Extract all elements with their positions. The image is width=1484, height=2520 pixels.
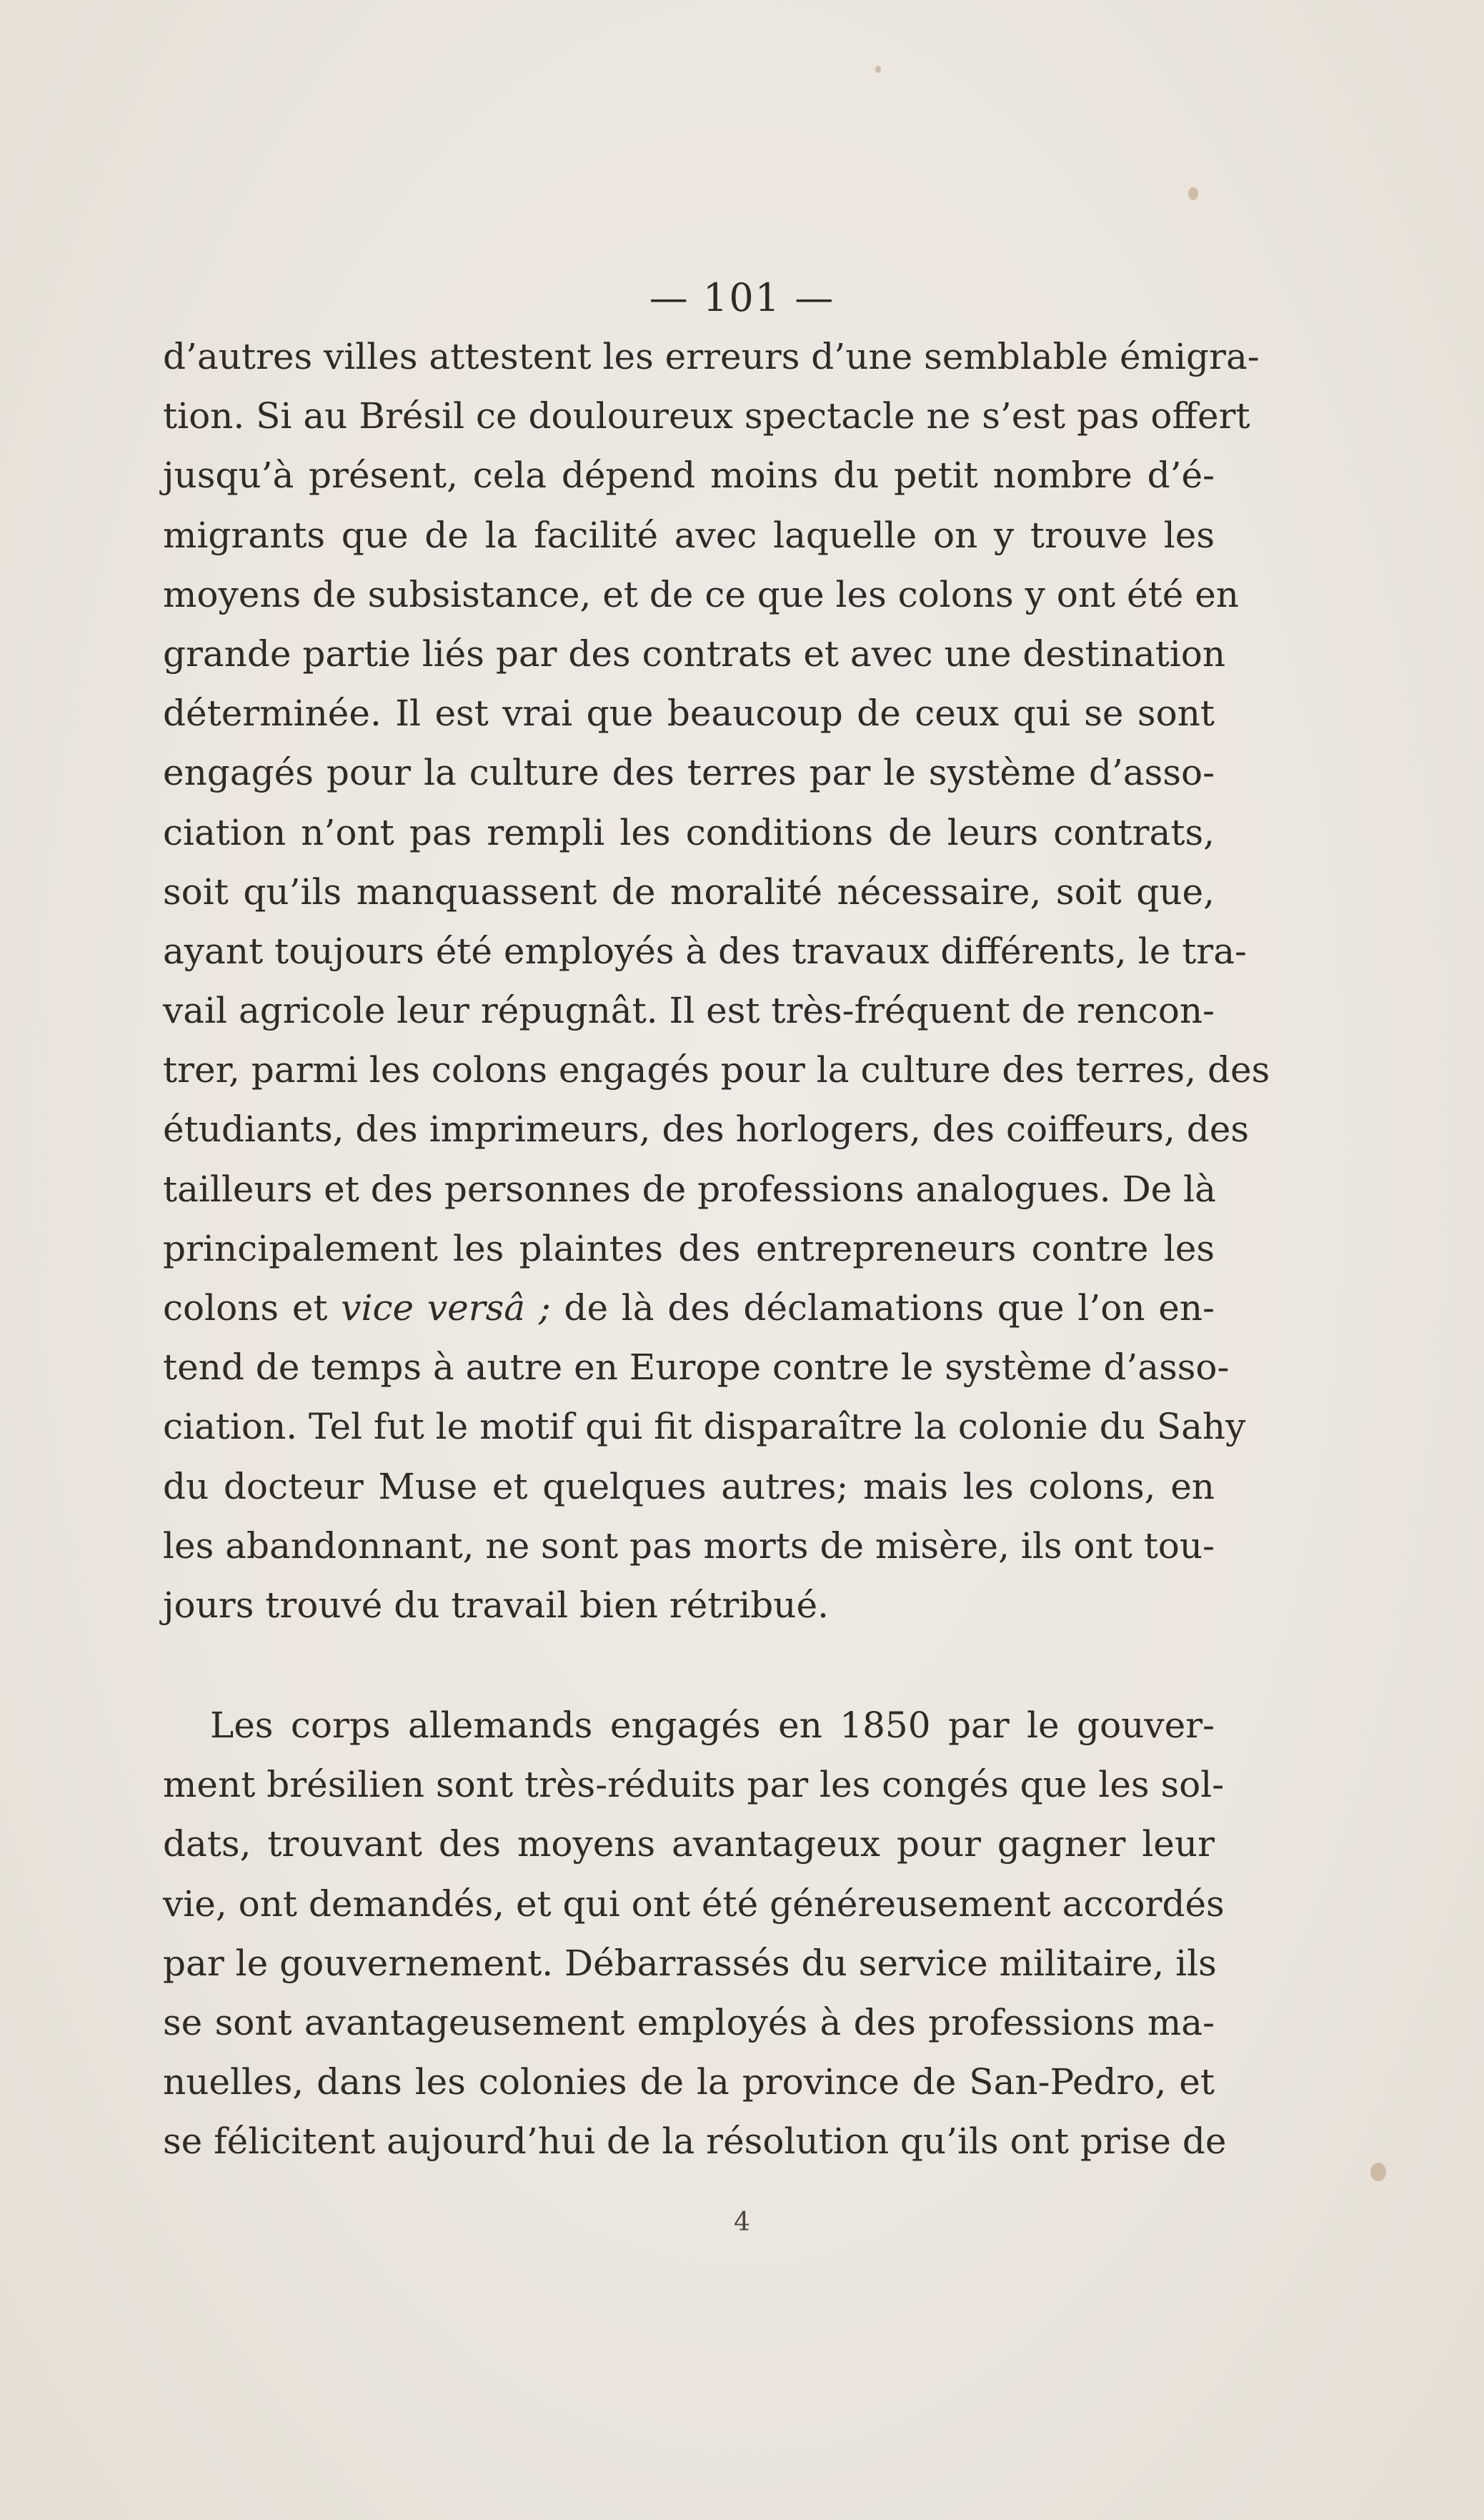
text-line: ment brésilien sont très-réduits par les congés que les sol- — [163, 1764, 1225, 1806]
text-segment: de là des déclamations que l’on en- — [550, 1287, 1215, 1329]
text-line: par le gouvernement. Débarrassés du service militaire, ils — [163, 1942, 1217, 1984]
text-line: vail agricole leur répugnât. Il est très-fréquent de rencon- — [163, 990, 1215, 1032]
text-line: les abandonnant, ne sont pas morts de misère, ils ont tou- — [163, 1524, 1215, 1567]
text-line: trer, parmi les colons engagés pour la culture des terres, des — [163, 1049, 1270, 1091]
text-line: ayant toujours été employés à des travaux différents, le tra- — [163, 930, 1247, 972]
text-line-with-italic — [163, 1279, 1215, 1338]
text-line: dats, trouvant des moyens avantageux pour gagner leur — [163, 1823, 1215, 1865]
text-line: moyens de subsistance, et de ce que les colons y ont été en — [163, 573, 1239, 615]
text-line: tailleurs et des personnes de professions analogues. De là — [163, 1168, 1216, 1210]
signature-mark: 4 — [734, 2208, 750, 2237]
text-line: principalement les plaintes des entrepreneurs contre les — [163, 1227, 1215, 1269]
text-line: d’autres villes attestent les erreurs d’une semblable émigra- — [163, 336, 1260, 377]
text-line: jours trouvé du travail bien rétribué. — [163, 1584, 829, 1626]
page-number: — 101 — — [649, 275, 835, 320]
paragraph-1 — [163, 327, 1270, 1635]
text-line: migrants que de la facilité avec laquelle on y trouve les — [163, 514, 1215, 556]
text-line: étudiants, des imprimeurs, des horlogers, des coiffeurs, des — [163, 1108, 1249, 1151]
text-line: tion. Si au Brésil ce douloureux spectacle ne s’est pas offert — [163, 395, 1250, 437]
text-line: tend de temps à autre en Europe contre le système d’asso- — [163, 1346, 1230, 1389]
italic-phrase: vice versâ ; — [341, 1287, 551, 1329]
text-line: vie, ont demandés, et qui ont été généreusement accordés — [163, 1882, 1225, 1925]
text-line: jusqu’à présent, cela dépend moins du petit nombre d’é- — [163, 455, 1215, 497]
text-line: grande partie liés par des contrats et avec une destination — [163, 633, 1226, 675]
text-line: ciation. Tel fut le motif qui fit disparaître la colonie du Sahy — [163, 1406, 1246, 1448]
text-line: déterminée. Il est vrai que beaucoup de ceux qui se sont — [163, 693, 1215, 735]
text-line: engagés pour la culture des terres par le système d’asso- — [163, 752, 1215, 794]
text-line: Les corps allemands engagés en 1850 par le gouver- — [210, 1705, 1215, 1746]
text-line: se félicitent aujourd’hui de la résolution qu’ils ont prise de — [163, 2120, 1227, 2163]
paper-spot — [1188, 187, 1198, 200]
text-line: du docteur Muse et quelques autres; mais les colons, en — [163, 1465, 1215, 1507]
text-line: soit qu’ils manquassent de moralité nécessaire, soit que, — [163, 870, 1215, 913]
paper-spot — [1370, 2163, 1386, 2181]
paper-spot — [875, 66, 881, 73]
paragraph-2 — [163, 1696, 1227, 2172]
text-line: se sont avantageusement employés à des professions ma- — [163, 2001, 1215, 2043]
text-line: ciation n’ont pas rempli les conditions de leurs contrats, — [163, 811, 1215, 853]
text-line: nuelles, dans les colonies de la province de San-Pedro, et — [163, 2061, 1215, 2103]
text-segment: colons et — [163, 1287, 342, 1329]
